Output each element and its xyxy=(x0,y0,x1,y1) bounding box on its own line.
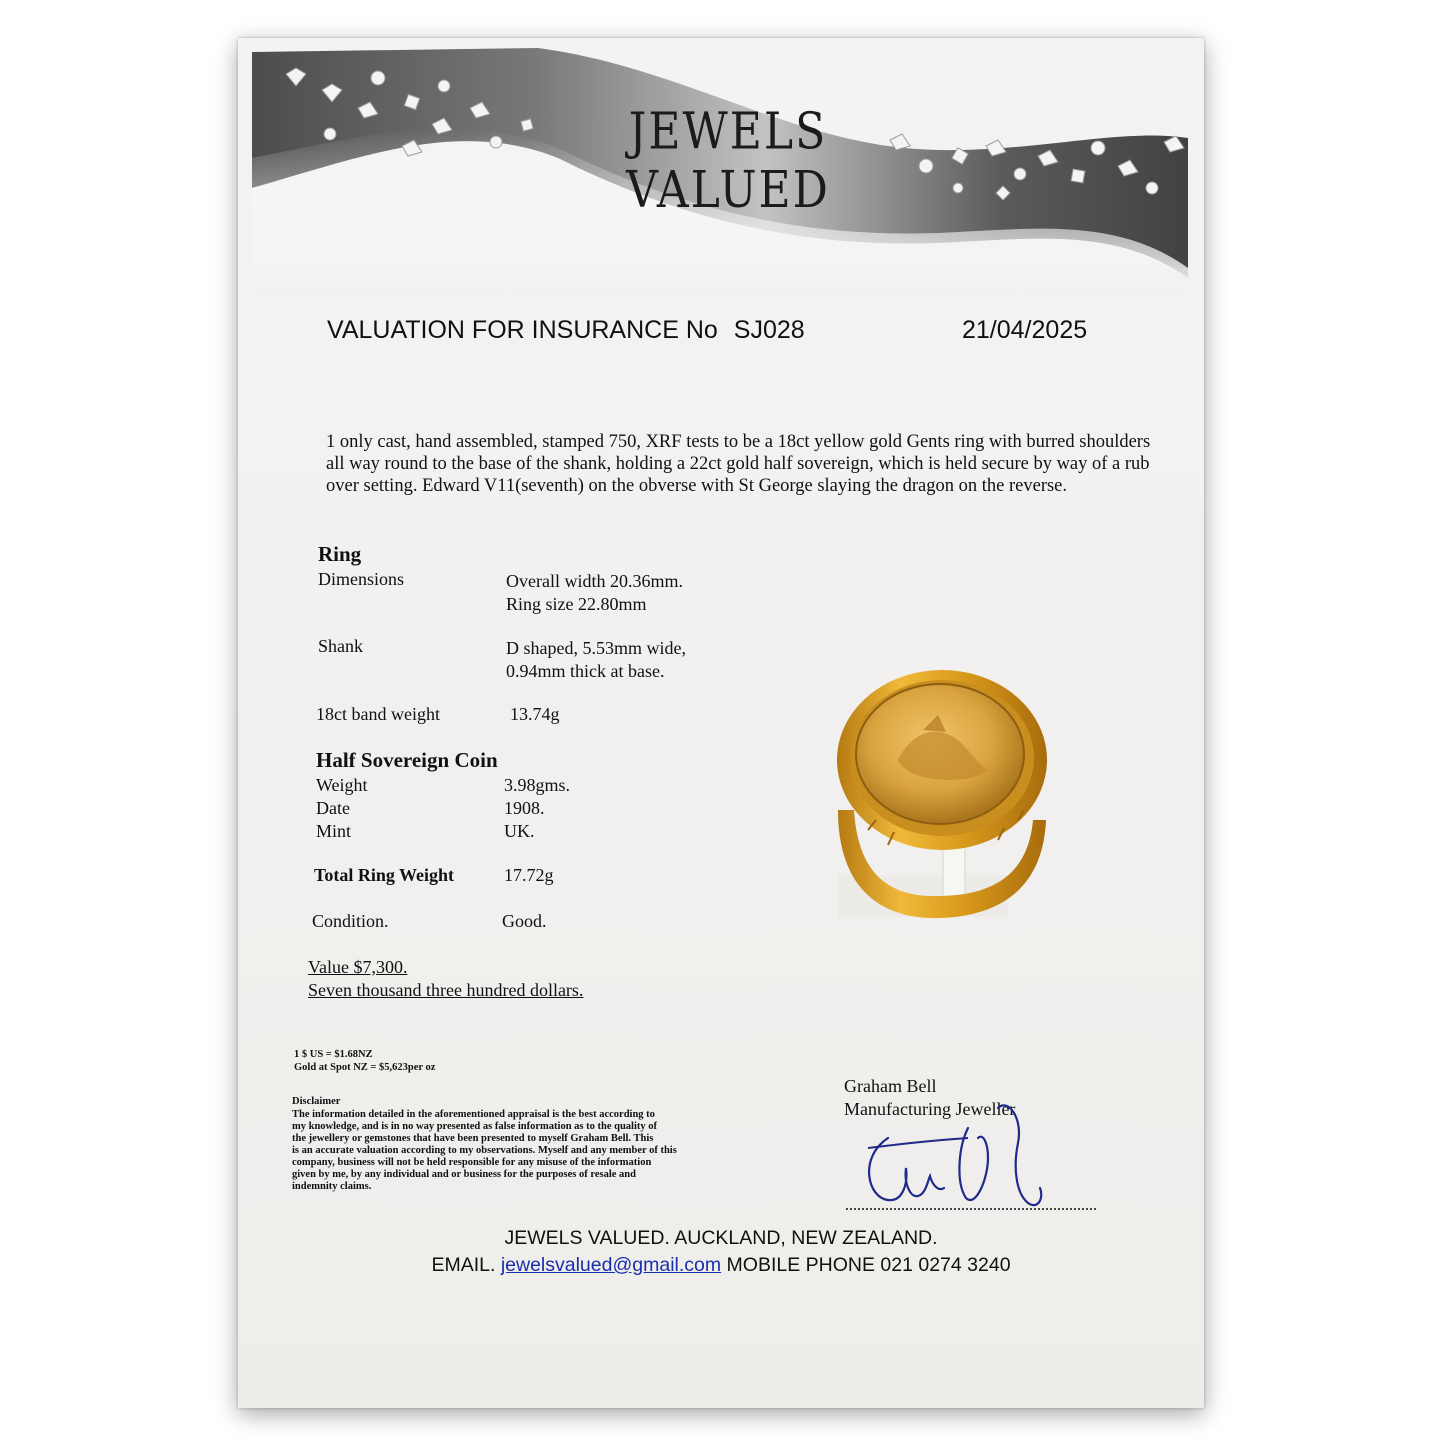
valuation-number: SJ028 xyxy=(733,316,805,344)
coin-date-value: 1908. xyxy=(504,798,545,818)
item-description: 1 only cast, hand assembled, stamped 750, XRF tests to be a 18ct yellow gold Gents ring with burred shoulders all way round to the base of the shank, holding a 22ct gold half sovereign, which is held secure by way of a rub over setting. Edward V11(seventh) on the obverse with St George slaying the dragon on the reverse. xyxy=(326,432,1151,496)
disclaimer-line: The information detailed in the aforementioned appraisal is the best according to xyxy=(292,1109,655,1120)
signer-name: Graham Bell xyxy=(844,1076,937,1096)
footer-contact xyxy=(238,1254,1204,1277)
value-in-words: Seven thousand three hundred dollars. xyxy=(308,980,584,1000)
dimensions-line-2: Ring size 22.80mm xyxy=(506,594,647,614)
signature-line xyxy=(846,1208,1096,1210)
disclaimer-heading: Disclaimer xyxy=(292,1096,341,1107)
disclaimer-line: given by me, by any individual and or business for the purposes of resale and xyxy=(292,1169,636,1180)
title-text: VALUATION FOR INSURANCE No xyxy=(327,316,718,344)
coin-mint-value: UK. xyxy=(504,821,535,841)
gold-spot-price: Gold at Spot NZ = $5,623per oz xyxy=(294,1062,436,1073)
disclaimer-line: the jewellery or gemstones that have been presented to myself Graham Bell. This xyxy=(292,1133,654,1144)
coin-heading: Half Sovereign Coin xyxy=(316,748,498,772)
signer-role: Manufacturing Jeweller xyxy=(844,1099,1016,1119)
condition-label: Condition. xyxy=(312,911,389,931)
phone-number: MOBILE PHONE 021 0274 3240 xyxy=(726,1254,1011,1276)
shank-line-1: D shaped, 5.53mm wide, xyxy=(506,638,686,658)
valuation-date: 21/04/2025 xyxy=(962,316,1088,344)
brand-logo: JEWELS VALUED xyxy=(626,102,830,220)
shank-line-2: 0.94mm thick at base. xyxy=(506,661,665,681)
email-label: EMAIL. xyxy=(431,1254,496,1276)
signature xyxy=(848,1088,1058,1218)
coin-date-label: Date xyxy=(316,798,350,818)
band-weight-label: 18ct band weight xyxy=(316,704,440,724)
email-link[interactable]: jewelsvalued@gmail.com xyxy=(500,1254,722,1276)
value-amount: Value $7,300. xyxy=(308,957,408,977)
disclaimer-line: is an accurate valuation according to my observations. Myself and any member of this xyxy=(292,1145,677,1156)
exchange-rate: 1 $ US = $1.68NZ xyxy=(294,1049,373,1060)
coin-weight-label: Weight xyxy=(316,775,368,795)
gold-ring-photo xyxy=(828,670,1058,930)
condition-value: Good. xyxy=(502,911,547,931)
valuation-certificate xyxy=(238,38,1204,1408)
ring-heading: Ring xyxy=(318,542,362,566)
coin-mint-label: Mint xyxy=(316,821,352,841)
dimensions-line-1: Overall width 20.36mm. xyxy=(506,571,683,591)
shank-label: Shank xyxy=(318,636,363,656)
dimensions-label: Dimensions xyxy=(318,569,405,589)
disclaimer-line: company, business will not be held responsible for any misuse of the information xyxy=(292,1157,652,1168)
coin-weight-value: 3.98gms. xyxy=(504,775,571,795)
band-weight-value: 13.74g xyxy=(510,704,560,724)
total-weight-label: Total Ring Weight xyxy=(314,865,455,885)
disclaimer-line: indemnity claims. xyxy=(292,1181,372,1192)
total-weight-value: 17.72g xyxy=(504,865,554,885)
footer-address: JEWELS VALUED. AUCKLAND, NEW ZEALAND. xyxy=(504,1227,938,1249)
document-title xyxy=(327,316,805,345)
disclaimer-line: my knowledge, and is in no way presented as false information as to the quality of xyxy=(292,1121,657,1132)
